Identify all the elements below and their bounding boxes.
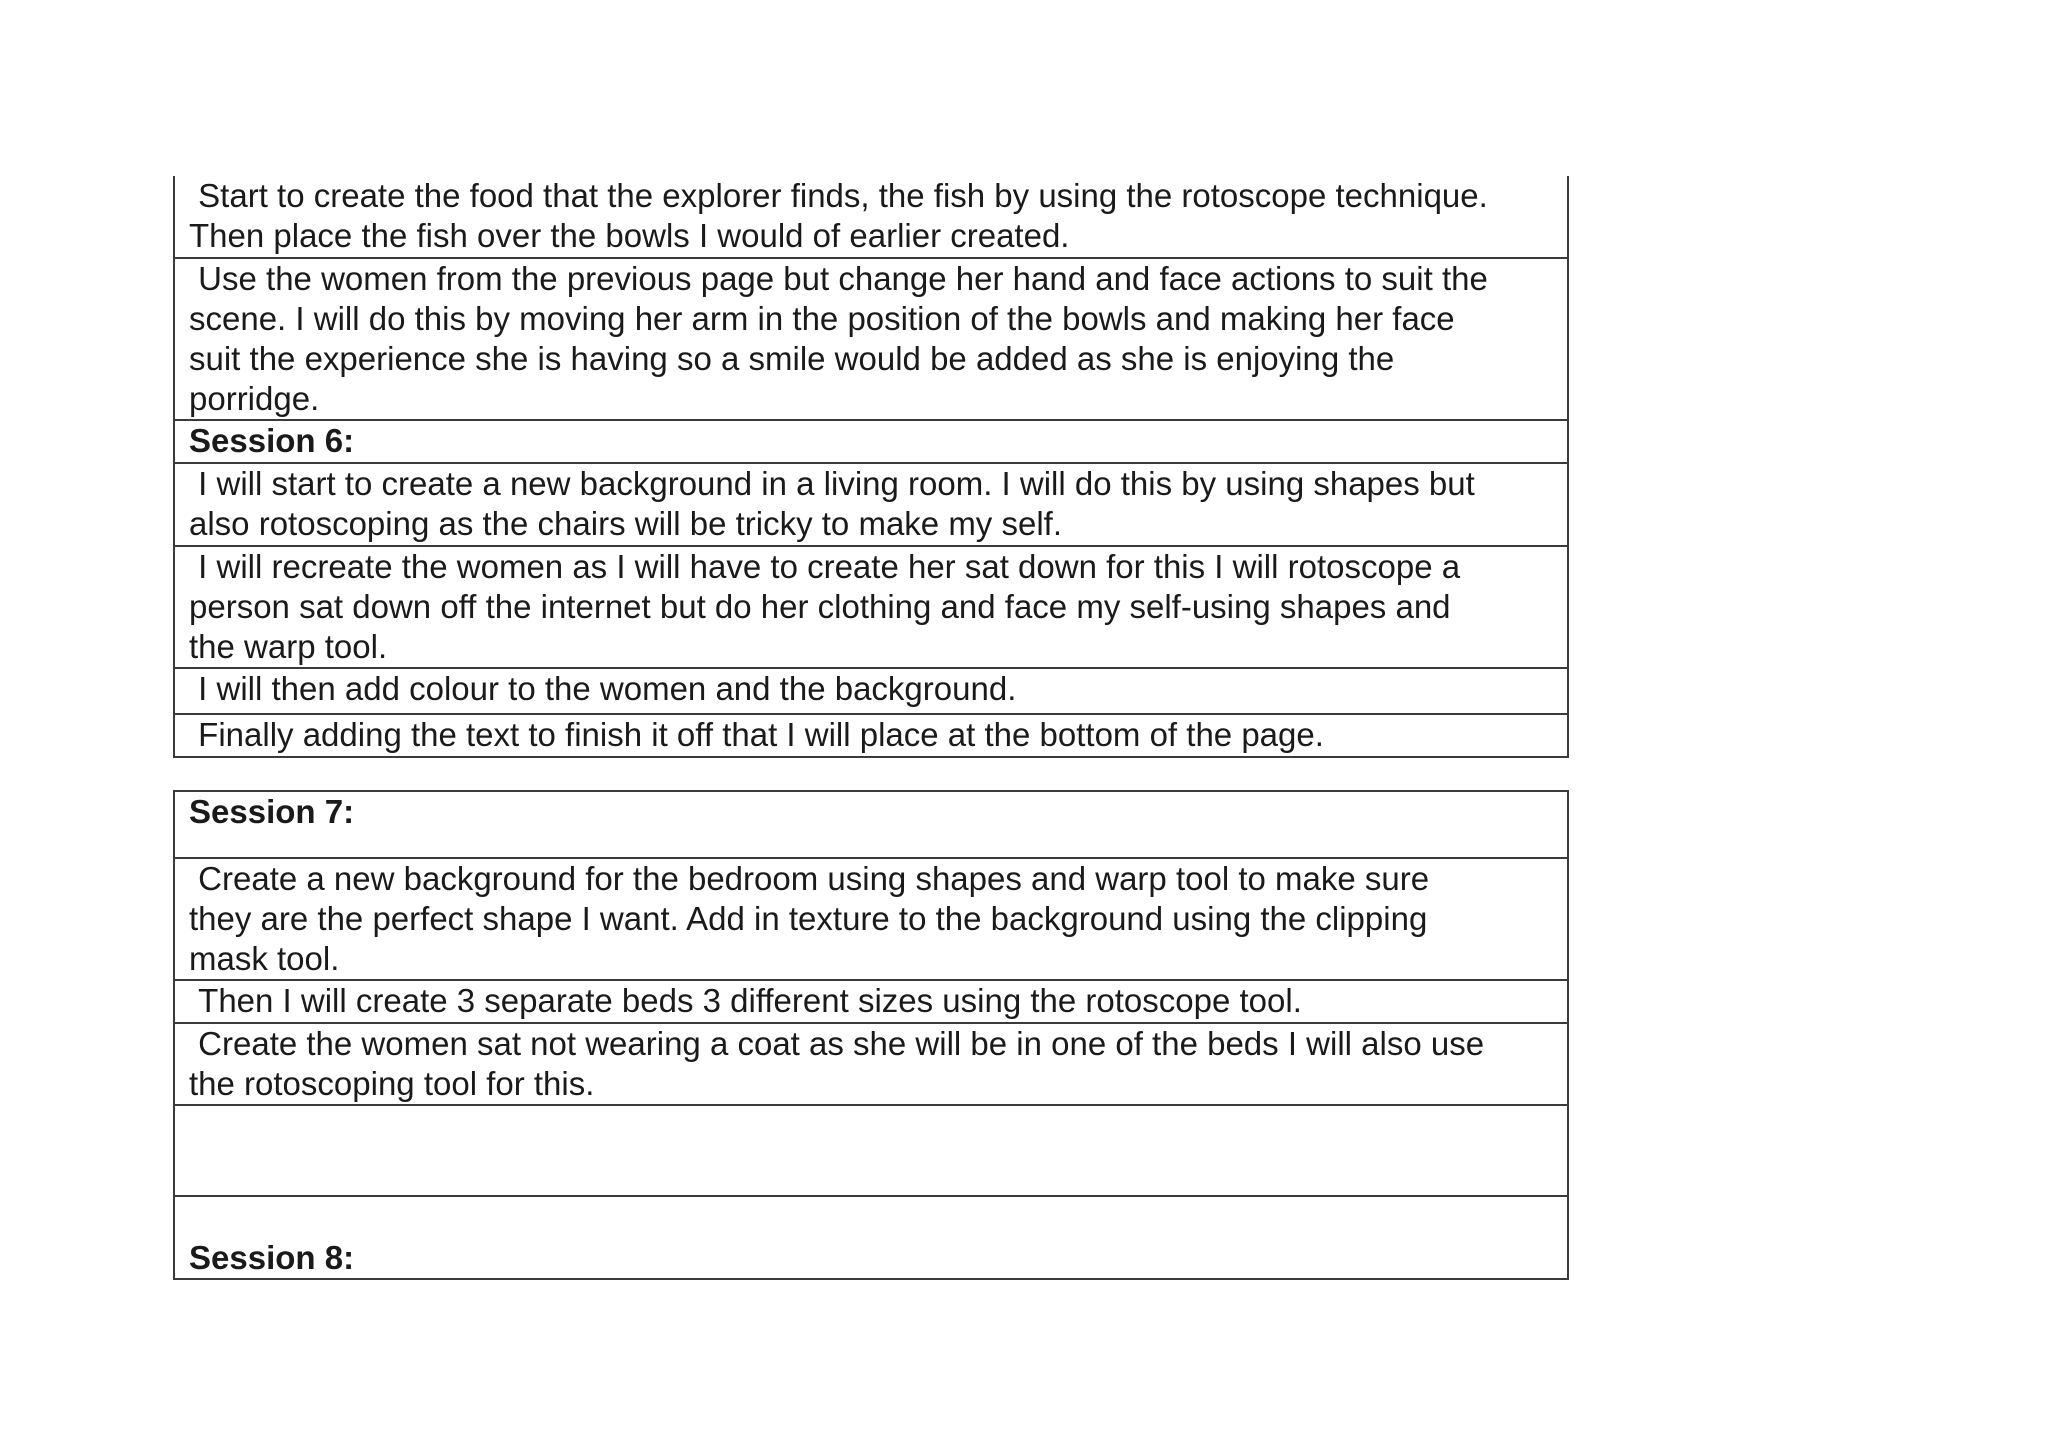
table-cell: I will then add colour to the women and the background. — [174, 668, 1568, 714]
empty-cell — [174, 1105, 1568, 1196]
session-heading: Session 8: — [174, 1196, 1568, 1279]
table-cell: Create a new background for the bedroom using shapes and warp tool to make sure they are the perfect shape I want. Add in texture to the background using the clipping mask tool. — [174, 858, 1568, 980]
table-cell: I will recreate the women as I will have to create her sat down for this I will rotoscope a person sat down off the internet but do her clothing and face my self-using shapes and the warp tool. — [174, 546, 1568, 668]
session-plan-table-bottom — [173, 790, 1569, 1280]
table-row — [174, 791, 1568, 858]
table-row — [174, 668, 1568, 714]
table-row — [174, 258, 1568, 420]
table-cell: Finally adding the text to finish it off that I will place at the bottom of the page. — [174, 714, 1568, 757]
table-row — [174, 1105, 1568, 1196]
table-row — [174, 714, 1568, 757]
table-row — [174, 176, 1568, 258]
session-heading: Session 6: — [174, 420, 1568, 463]
table-row — [174, 980, 1568, 1023]
table-cell: Then I will create 3 separate beds 3 different sizes using the rotoscope tool. — [174, 980, 1568, 1023]
table-row — [174, 463, 1568, 546]
table-row — [174, 420, 1568, 463]
table-cell: I will start to create a new background in a living room. I will do this by using shapes but also rotoscoping as the chairs will be tricky to make my self. — [174, 463, 1568, 546]
table-cell: Create the women sat not wearing a coat as she will be in one of the beds I will also use the rotoscoping tool for this. — [174, 1023, 1568, 1105]
table-row — [174, 858, 1568, 980]
session-plan-table-top — [173, 176, 1569, 758]
session-heading: Session 7: — [174, 791, 1568, 858]
table-row — [174, 546, 1568, 668]
table-row — [174, 1196, 1568, 1279]
table-cell: Use the women from the previous page but change her hand and face actions to suit the scene. I will do this by moving her arm in the position of the bowls and making her face suit the experience she is having so a smile would be added as she is enjoying the porridge. — [174, 258, 1568, 420]
table-cell: Start to create the food that the explorer finds, the fish by using the rotoscope technique. Then place the fish over the bowls I would of earlier created. — [174, 176, 1568, 258]
table-row — [174, 1023, 1568, 1105]
